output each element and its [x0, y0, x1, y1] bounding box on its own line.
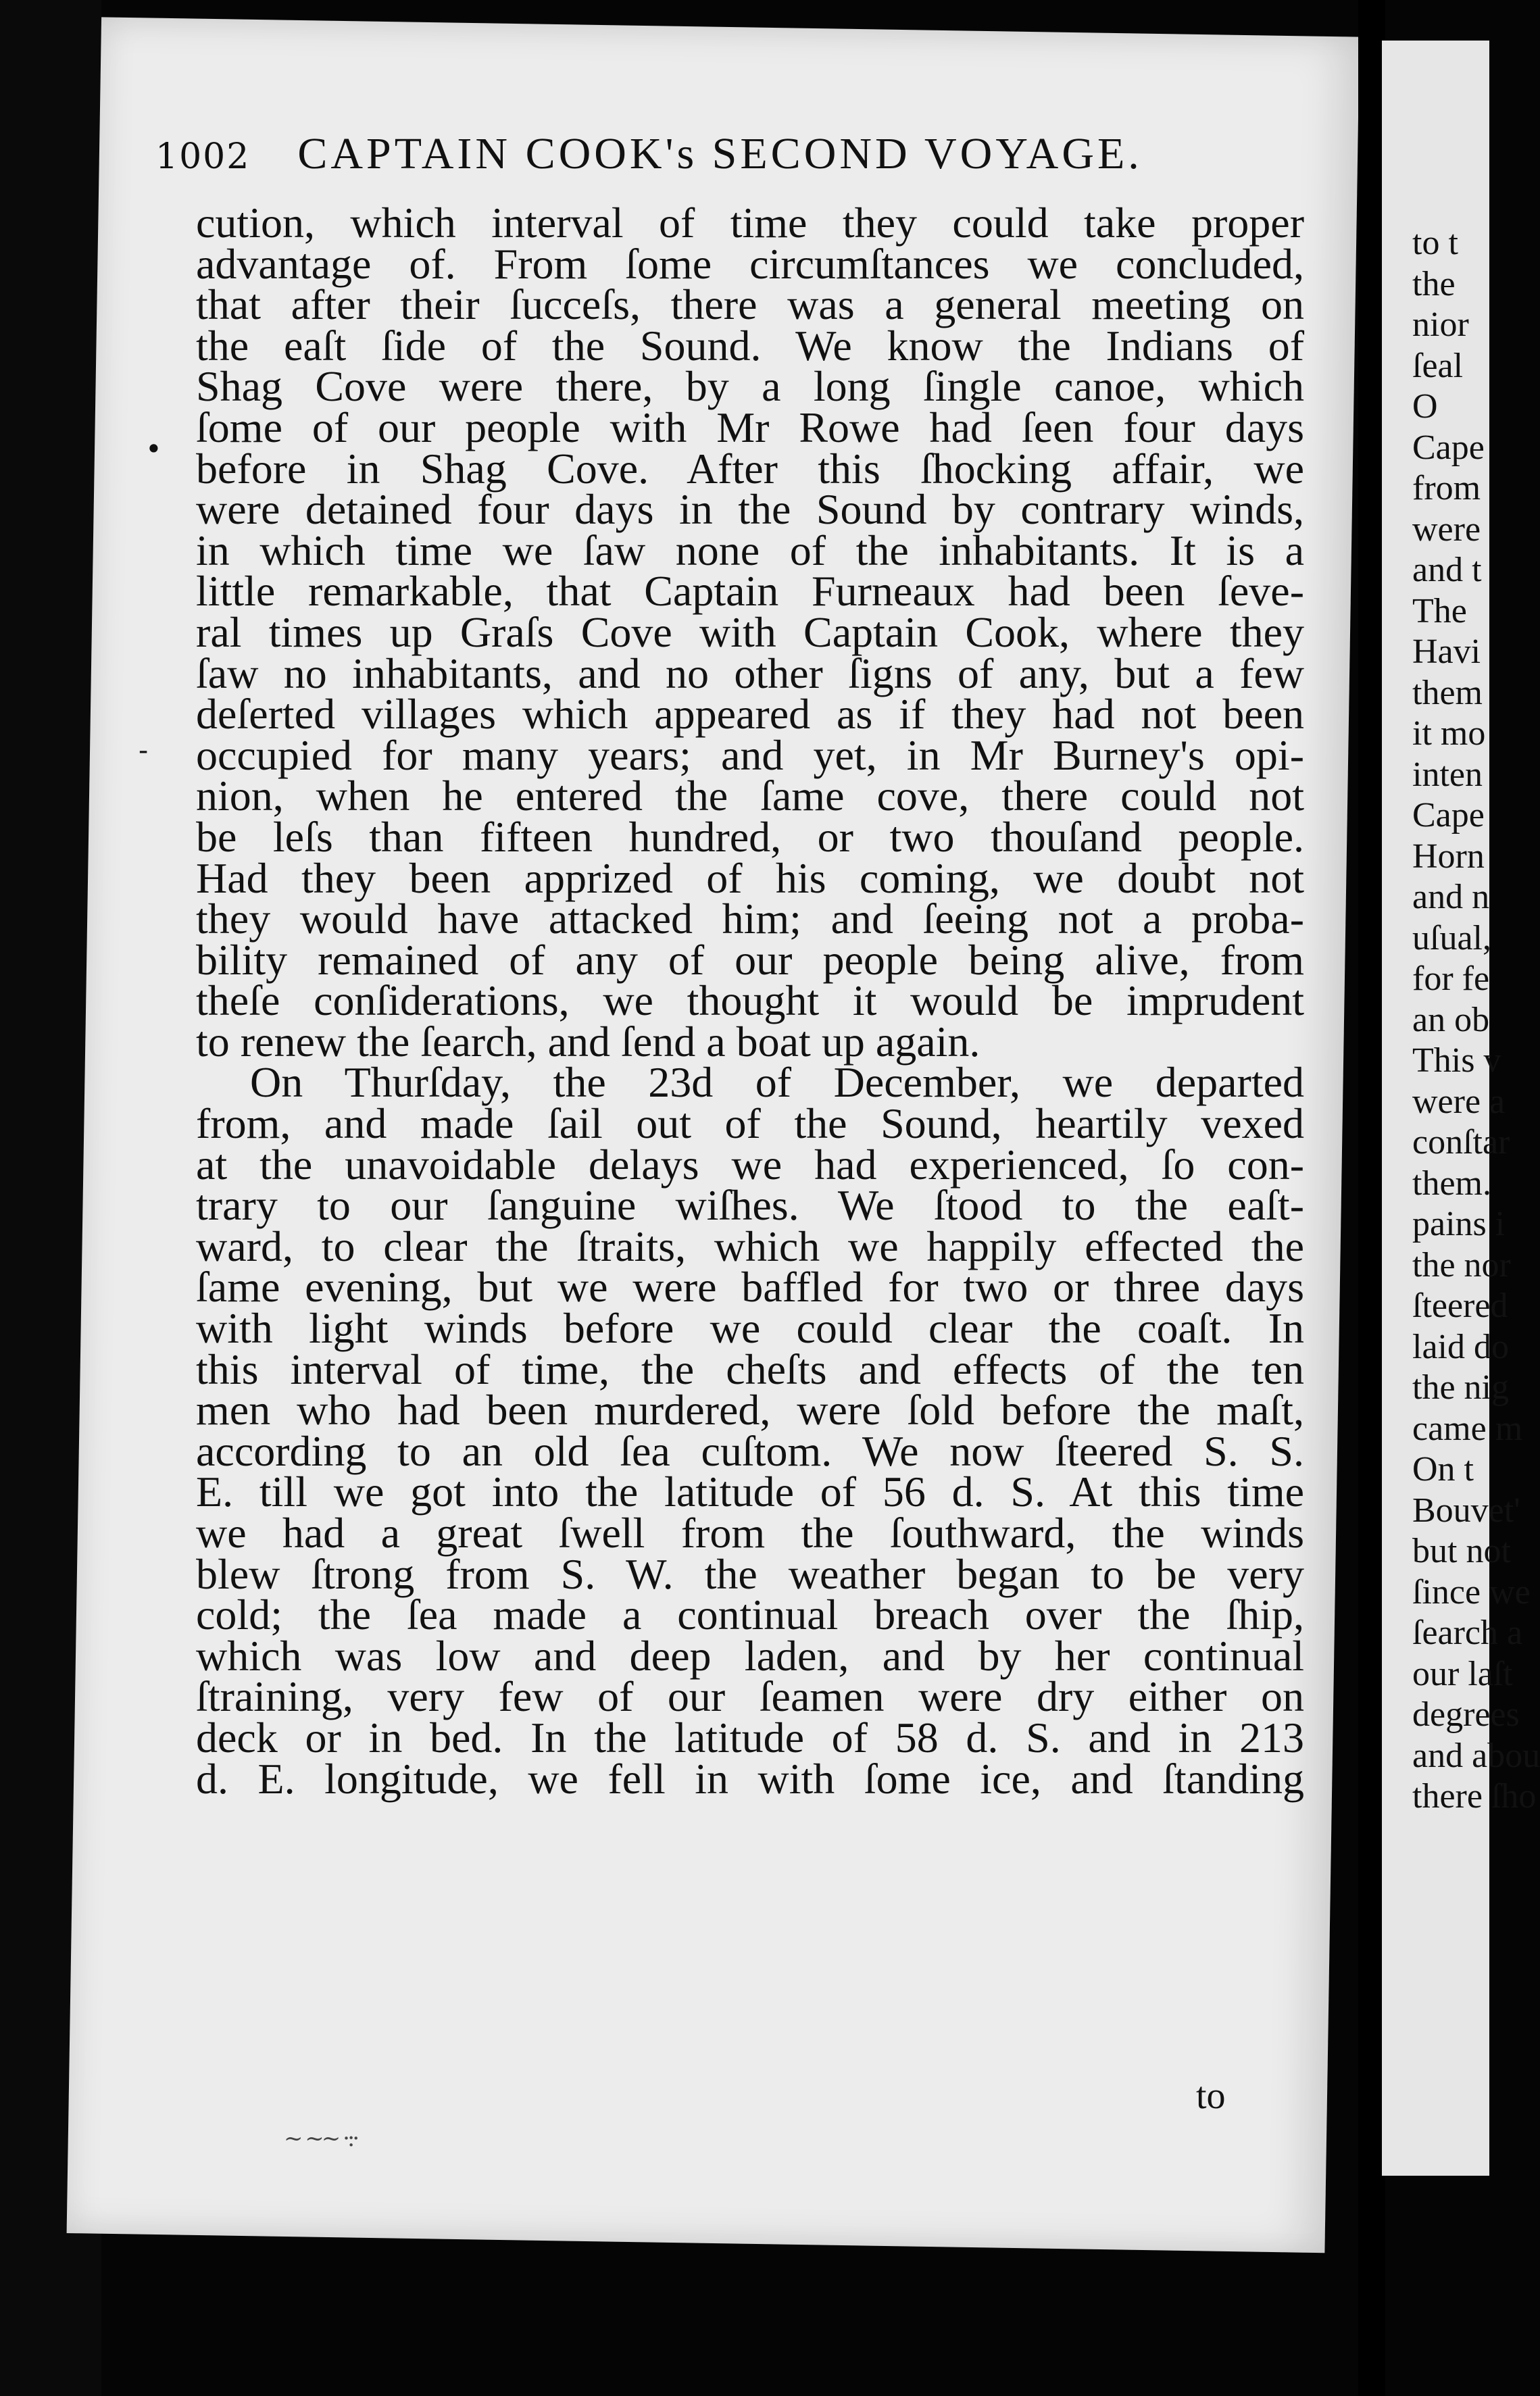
text-fragment: for fe	[1412, 959, 1490, 998]
text-fragment: it mo	[1412, 714, 1486, 753]
text-fragment: were a	[1412, 1082, 1506, 1121]
text-line: little remarkable, that Captain Furneaux had been ſeve-	[196, 567, 1304, 616]
text-fragment: conſtar	[1412, 1123, 1510, 1162]
text-line: men who had been murdered, were ſold before the maſt,	[196, 1386, 1304, 1434]
text-line: d. E. longitude, we fell in with ſome ice, and ſtanding	[196, 1754, 1304, 1803]
text-line: ſtraining, very few of our ſeamen were dry either on	[196, 1672, 1304, 1721]
text-fragment: them.	[1412, 1164, 1491, 1203]
text-line: theſe conſiderations, we thought it would be imprudent	[196, 976, 1304, 1025]
right-page-text	[1412, 223, 1540, 1818]
text-fragment: ſince we	[1412, 1572, 1531, 1612]
text-line: ral times up Graſs Cove with Captain Cook, where they	[196, 607, 1304, 656]
text-line: advantage of. From ſome circumſtances we concluded,	[196, 239, 1304, 288]
text-fragment: our laſt	[1412, 1654, 1513, 1693]
text-line: to renew the ſearch, and ſend a boat up again.	[196, 1017, 980, 1066]
text-fragment: there ſho	[1412, 1777, 1537, 1816]
page-gutter	[1358, 0, 1385, 2396]
paragraph-1	[196, 199, 1304, 1066]
margin-speck: •	[145, 432, 162, 466]
text-line: that after their ſucceſs, there was a general meeting on	[196, 280, 1304, 329]
text-line: cold; the ſea made a continual breach over the ſhip,	[196, 1591, 1304, 1639]
text-fragment: but not	[1412, 1532, 1511, 1570]
text-line: from, and made ſail out of the Sound, heartily vexed	[196, 1099, 1304, 1148]
text-line: this interval of time, the cheſts and effects of the ten	[196, 1345, 1304, 1393]
text-fragment: nior	[1412, 305, 1469, 344]
text-line: the eaſt ſide of the Sound. We know the Indians of	[196, 321, 1304, 370]
text-line: nion, when he entered the ſame cove, there could not	[196, 772, 1304, 820]
running-title: CAPTAIN COOK's SECOND VOYAGE.	[297, 129, 1143, 178]
text-fragment: the nor	[1412, 1245, 1511, 1284]
text-line: we had a great ſwell from the ſouthward, the winds	[196, 1509, 1304, 1557]
paragraph-2	[196, 1058, 1304, 1803]
text-line: at the unavoidable delays we had experienced, ſo con-	[196, 1140, 1304, 1189]
text-fragment: an ob	[1412, 1000, 1490, 1039]
text-fragment: Horn	[1412, 837, 1485, 876]
text-line: On Thurſday, the 23d of December, we departed	[250, 1058, 1304, 1107]
text-fragment: to t	[1412, 224, 1458, 262]
text-fragment: and abou	[1412, 1736, 1540, 1775]
text-line: E. till we got into the latitude of 56 d. S. At this time	[196, 1468, 1304, 1516]
text-fragment: On t	[1412, 1450, 1474, 1489]
text-fragment: from	[1412, 469, 1481, 507]
text-line: be leſs than fifteen hundred, or two thouſand people.	[196, 812, 1304, 861]
text-fragment: ſteered	[1412, 1287, 1508, 1325]
text-line: bility remained of any of our people being alive, from	[196, 935, 1304, 984]
text-fragment: came m	[1412, 1409, 1523, 1448]
text-line: which was low and deep laden, and by her continual	[196, 1631, 1304, 1680]
text-fragment: inten	[1412, 755, 1483, 794]
text-line: with light winds before we could clear the coaſt. In	[196, 1304, 1304, 1353]
text-fragment: Bouvet'	[1412, 1491, 1520, 1530]
text-fragment: The	[1412, 591, 1467, 630]
page-header	[155, 128, 1210, 203]
page-number: 1002	[155, 136, 251, 177]
ink-smudge: ~ ~~ ·:·	[284, 2125, 357, 2152]
text-line: Shag Cove were there, by a long ſingle canoe, which	[196, 362, 1304, 411]
text-fragment: laid do	[1412, 1327, 1509, 1366]
text-line: blew ſtrong from S. W. the weather began to be very	[196, 1549, 1304, 1598]
body-text	[196, 199, 1304, 1803]
text-fragment: were	[1412, 509, 1481, 549]
text-line: deſerted villages which appeared as if they had not been	[196, 690, 1304, 739]
catchword: to	[1196, 2075, 1226, 2117]
text-line: trary to our ſanguine wiſhes. We ſtood to the eaſt-	[196, 1181, 1304, 1230]
text-line: occupied for many years; and yet, in Mr Burney's opi-	[196, 730, 1304, 779]
text-line: Had they been apprized of his coming, we doubt not	[196, 853, 1304, 902]
text-fragment: ſeal	[1412, 346, 1464, 385]
text-fragment: Cape	[1412, 428, 1485, 467]
text-fragment: uſual,	[1412, 918, 1491, 957]
text-fragment: O	[1412, 387, 1438, 426]
text-fragment: pains i	[1412, 1205, 1506, 1243]
text-line: ſaw no inhabitants, and no other ſigns of any, but a few	[196, 649, 1304, 697]
text-line: deck or in bed. In the latitude of 58 d. S. and in 213	[196, 1713, 1304, 1762]
text-line: cution, which interval of time they could take proper	[196, 199, 1304, 247]
text-fragment: ſearch a	[1412, 1614, 1523, 1652]
text-fragment: and t	[1412, 551, 1482, 589]
margin-speck: -	[139, 733, 149, 766]
text-fragment: them	[1412, 673, 1483, 712]
text-fragment: and n	[1412, 878, 1490, 916]
text-line: ſome of our people with Mr Rowe had ſeen four days	[196, 403, 1304, 451]
text-fragment: Cape	[1412, 796, 1485, 834]
text-line: ſame evening, but we were baffled for two or three days	[196, 1263, 1304, 1312]
text-fragment: degrees	[1412, 1695, 1520, 1734]
text-line: according to an old ſea cuſtom. We now ſteered S. S.	[196, 1426, 1304, 1475]
text-line: ward, to clear the ſtraits, which we happily effected the	[196, 1222, 1304, 1270]
text-fragment: This v	[1412, 1041, 1501, 1080]
text-fragment: the	[1412, 264, 1456, 303]
text-line: they would have attacked him; and ſeeing not a proba-	[196, 895, 1304, 943]
text-line: were detained four days in the Sound by contrary winds,	[196, 485, 1304, 534]
text-fragment: the nig	[1412, 1368, 1509, 1407]
text-line: in which time we ſaw none of the inhabitants. It is a	[196, 526, 1304, 574]
text-line: before in Shag Cove. After this ſhocking affair, we	[196, 444, 1304, 493]
text-fragment: Havi	[1412, 632, 1481, 671]
